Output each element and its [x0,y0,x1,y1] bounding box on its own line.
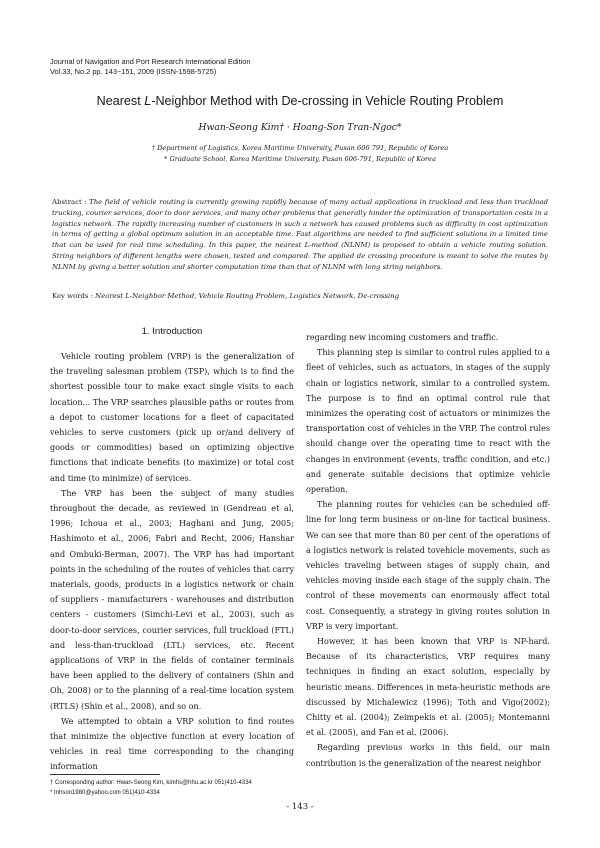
paragraph: This planning step is similar to control rules applied to a fleet of vehicles, such as actuators, in stages of the supply chain or logistics network, similar to a controlled system. The purpose is to find an optimal control rule that minimizes the operating cost of actuators or minimizes the transportation cost of vehicles in the VRP. The control rules should change over the operating time to react with the changes in environment (events, traffic condition, and etc.) and generate suitable decisions that optimize vehicle operation. [306,348,550,495]
footnote-email: * tnhson1980@yahoo.com 051)410-4334 [50,790,160,796]
footnote-divider [50,774,160,775]
paragraph: Regarding previous works in this field, our main contribution is the generalization of the nearest neighbor [306,743,550,768]
right-column [306,330,550,771]
affiliation-2: * Graduate School, Korea Maritime University, Pusan 606-791, Republic of Korea [164,155,436,163]
journal-citation: Vol.33, No.2 pp. 143~151, 2009 (ISSN-1598-5725) [50,67,217,76]
paper-authors: Hwan-Seong Kim† · Hoang-Son Tran-Ngoc* [198,122,402,133]
keywords-label: Key words : [52,292,96,300]
section-heading: 1. Introduction [141,326,203,337]
left-column [50,349,294,775]
paragraph: Vehicle routing problem (VRP) is the generalization of the traveling salesman problem (TSP), which is to find the shortest possible tour to make exact single visits to each location... The VRP searches plausible paths or routes from a depot to customer locations for a fleet of capacitated vehicles to serve customers (pick up or/and delivery of goods or commodities) based on optimizing objective functions that indicate benefits (to maximize) or total cost and time (to minimize) of services. [50,352,294,483]
paragraph: regarding new incoming customers and traffic. [306,333,499,342]
paper-title: Nearest L-Neighbor Method with De-crossing in Vehicle Routing Problem [96,94,504,108]
page-number: - 143 - [286,802,314,812]
journal-name: Journal of Navigation and Port Research International Edition [50,57,251,66]
abstract [52,197,548,273]
footnote-corresponding: † Corresponding author: Hwan-Seong Kim, kimhs@hhu.ac.kr 051)410-4334 [50,780,252,786]
abstract-text: The field of vehicle routing is currently growing rapidly because of many actual applications in truckload and less than truckload trucking, courier services, door to door services, and many other problems that generally hinder the optimization of transportation costs in a logistics network. The rapidly increasing number of customers in such a network has caused problems such as difficulty in cost optimization in terms of getting a global optimum solution in an acceptable time. Fast algorithms are needed to find sufficient solutions in a limited time that can be used for real time scheduling. In this paper, the nearest L-method (NLNM) is proposed to obtain a vehicle routing solution. String neighbors of different lengths were chosen, tested and compared. The applied de crossing procedure is meant to solve the routes by NLNM by giving a better solution and shorter computation time than that of NLNM with long string neighbors. [52,198,548,271]
affiliation-1: † Department of Logistics, Korea Maritime University, Pusan 606 791, Republic of Korea [151,144,449,152]
keywords-text: Nearest L-Neighbor Method, Vehicle Routing Problem, Logistics Network, De-crossing [95,292,400,300]
abstract-label: Abstract : [52,198,90,206]
paragraph: The VRP has been the subject of many studies throughout the decade, as reviewed in (Gendreau et al, 1996; Ichoua et al., 2003; Haghani and Jung, 2005; Hashimoto et al., 2006; Fabri and Recht, 2006; Hanshar and Ombuki-Berman, 2007). The VRP has had important points in the scheduling of the routes of vehicles that carry materials, goods, products in a logistics network or chain of suppliers - manufacturers - warehouses and distribution centers - customers (Simchi-Levi et al., 2003), such as door-to-door services, courier services, full truckload (FTL) and less-than-truckload (LTL) services, etc. Recent applications of VRP in the fields of container terminals have been applied to the delivery of containers (Shin and Oh, 2008) or to the planning of a real-time location system (RTLS) (Shin et al., 2008), and so on. [50,488,294,711]
journal-header [50,57,251,77]
paragraph: We attempted to obtain a VRP solution to find routes that minimize the objective function at every location of vehicles in real time corresponding to the changing information [50,716,294,772]
paragraph: However, it has been known that VRP is NP-hard. Because of its characteristics, VRP requires many techniques in finding an exact solution, especially by heuristic means. Differences in meta-heuristic methods are discussed by Michalewicz (1996); Toth and Vigo(2002); Chitty et al. (2004); Zeimpekis et al. (2005); Montemanni et al. (2005), and Fan et al. (2006). [306,637,550,738]
keywords [52,292,548,300]
paragraph: The planning routes for vehicles can be scheduled off-line for long term business or on-line for tactical business. We can see that more than 80 per cent of the operations of a logistics network is related tovehicle movements, such as vehicles traveling between stages of supply chain, and vehicles moving inside each stage of the supply chain. The control of these movements can enormously affect total cost. Consequently, a strategy in giving routes solution in VRP is very important. [306,500,550,631]
